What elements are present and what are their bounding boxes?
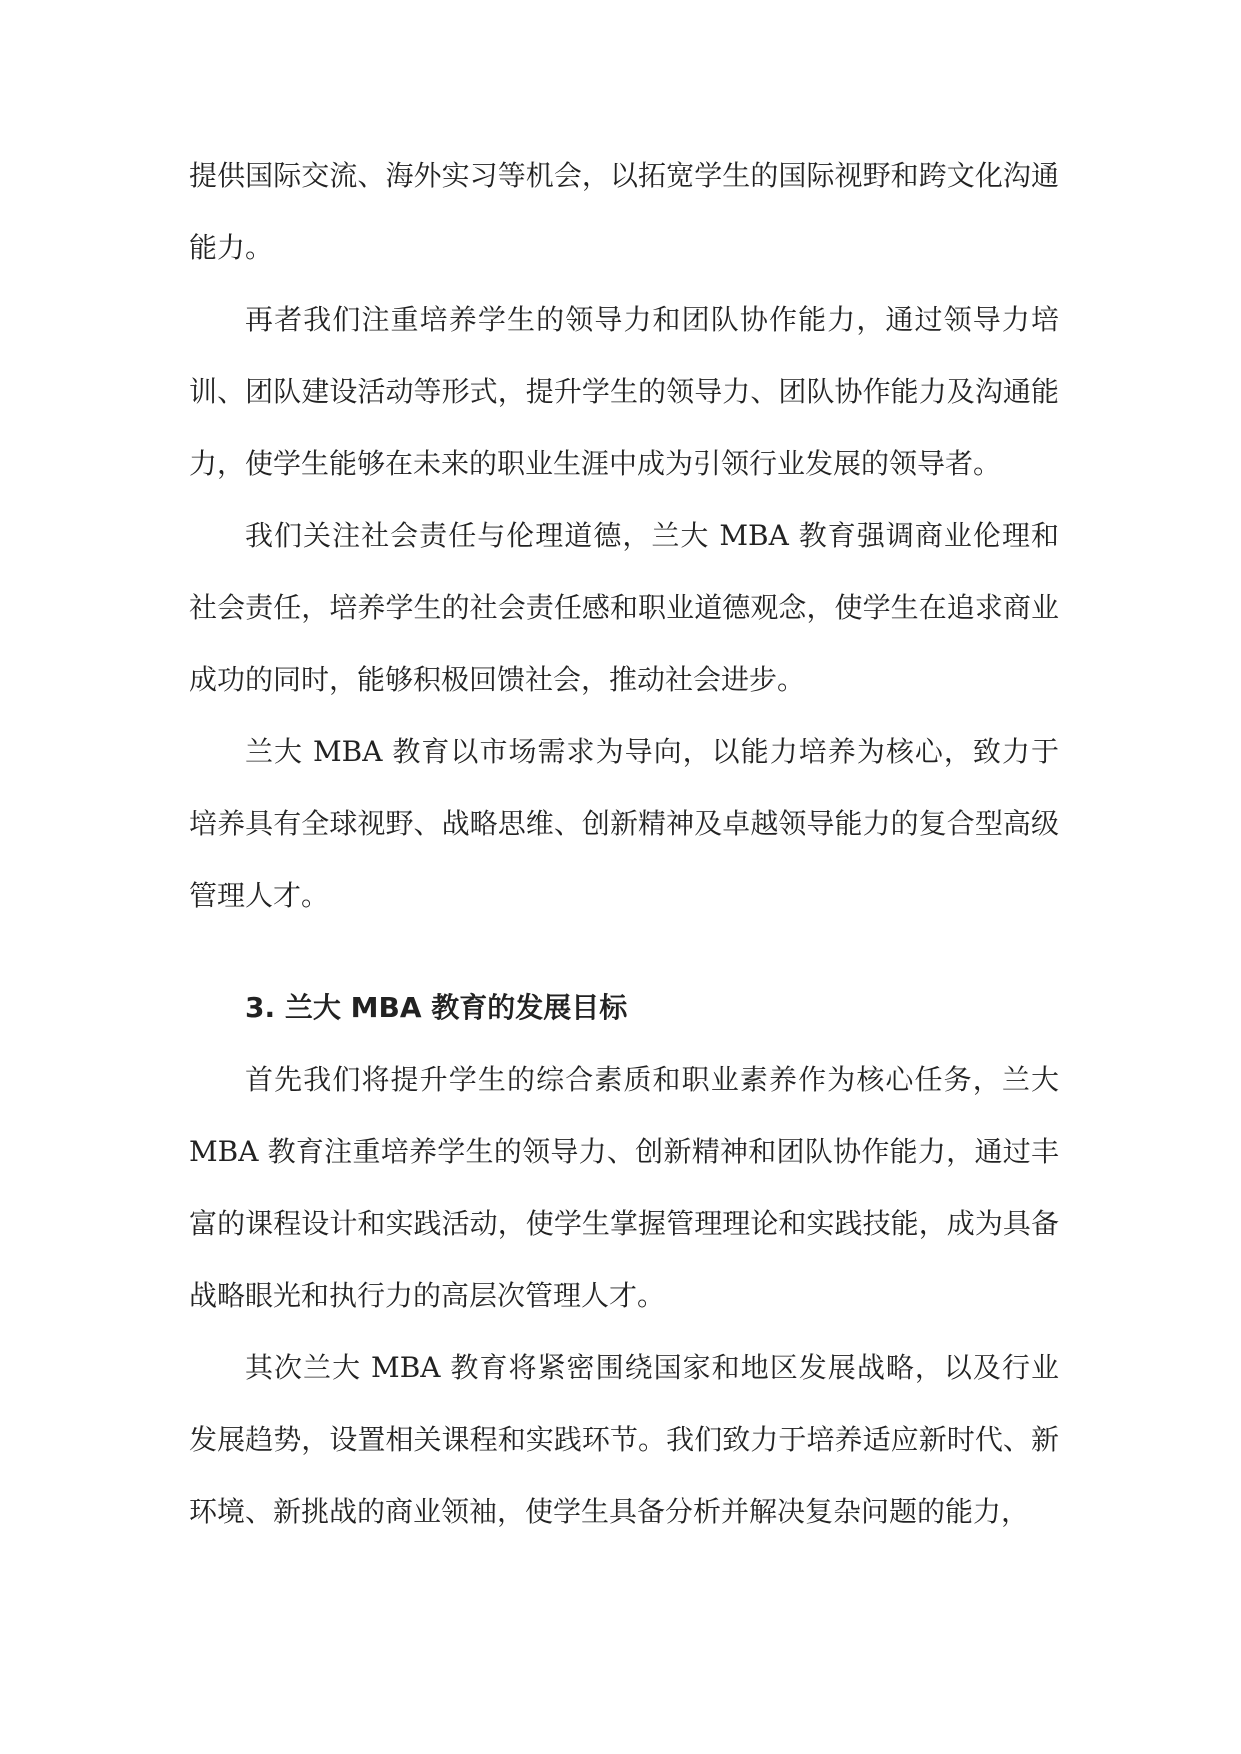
paragraph-ethics: 我们关注社会责任与伦理道德，兰大 MBA 教育强调商业伦理和社会责任，培养学生的社会责任感和职业道德观念，使学生在追求商业成功的同时，能够积极回馈社会，推动社会进步。 bbox=[189, 519, 1059, 696]
paragraph-goal-2: 其次兰大 MBA 教育将紧密围绕国家和地区发展战略，以及行业发展趋势，设置相关课程和实践环节。我们致力于培养适应新时代、新环境、新挑战的商业领袖，使学生具备分析并解决复杂问题的能力， bbox=[189, 1351, 1059, 1528]
paragraph-continued: 提供国际交流、海外实习等机会，以拓宽学生的国际视野和跨文化沟通能力。 bbox=[189, 159, 1059, 264]
paragraph-leadership: 再者我们注重培养学生的领导力和团队协作能力，通过领导力培训、团队建设活动等形式，提升学生的领导力、团队协作能力及沟通能力，使学生能够在未来的职业生涯中成为引领行业发展的领导者。 bbox=[189, 303, 1059, 480]
document-body bbox=[189, 140, 1059, 1548]
paragraph-summary: 兰大 MBA 教育以市场需求为导向，以能力培养为核心，致力于培养具有全球视野、战略思维、创新精神及卓越领导能力的复合型高级管理人才。 bbox=[189, 735, 1059, 912]
section-heading: 3. 兰大 MBA 教育的发展目标 bbox=[245, 991, 628, 1024]
paragraph-goal-1: 首先我们将提升学生的综合素质和职业素养作为核心任务，兰大MBA 教育注重培养学生的领导力、创新精神和团队协作能力，通过丰富的课程设计和实践活动，使学生掌握管理理论和实践技能，成为具备战略眼光和执行力的高层次管理人才。 bbox=[189, 1063, 1059, 1312]
section-spacer bbox=[189, 932, 1059, 972]
